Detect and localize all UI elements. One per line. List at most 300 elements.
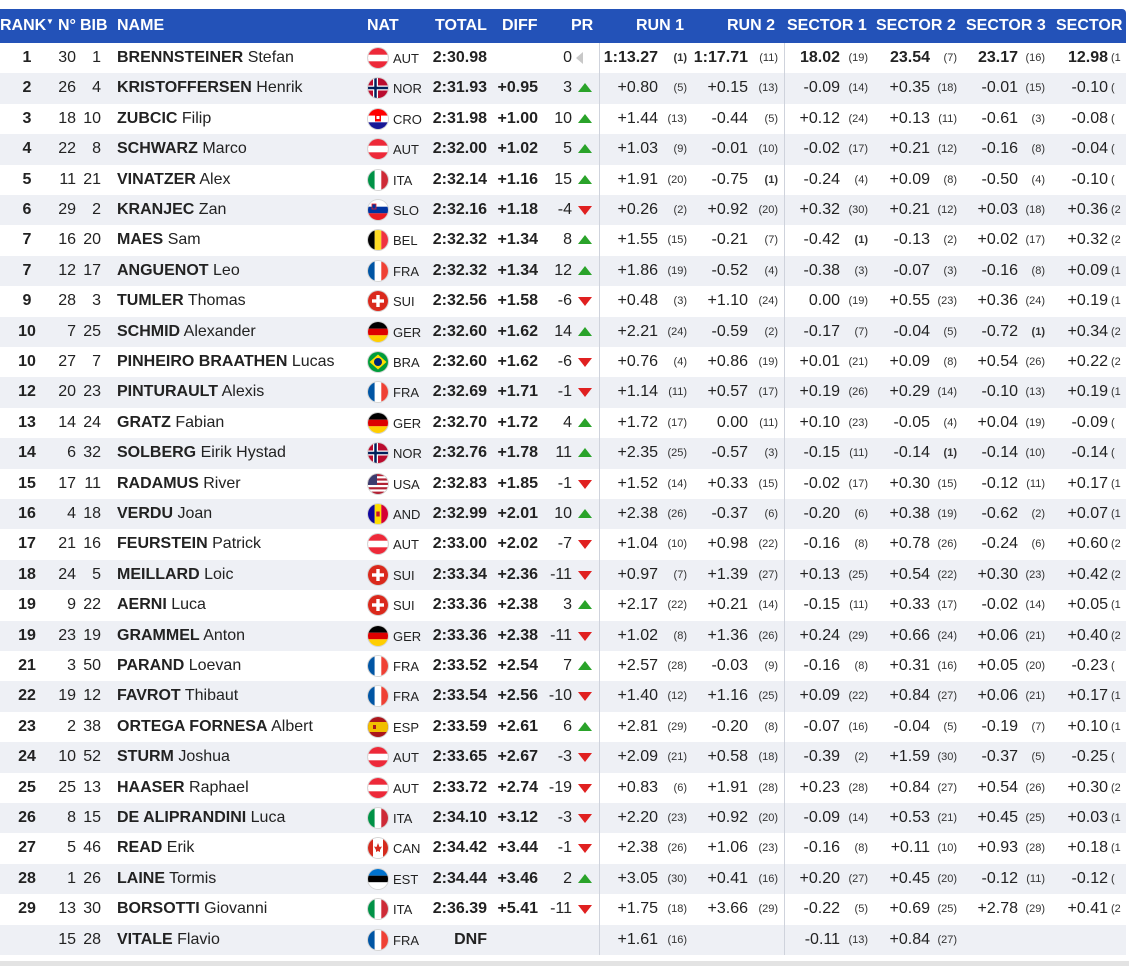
results-header <box>0 9 1126 43</box>
col-sector2-header[interactable]: SECTOR 2 <box>876 17 956 34</box>
table-row[interactable] <box>0 408 1126 438</box>
athlete-last-name: VERDU <box>117 505 174 522</box>
trend-up-icon <box>578 327 592 336</box>
athlete-name[interactable] <box>117 809 285 827</box>
diff-cell: +1.62 <box>497 353 538 370</box>
athlete-name[interactable] <box>117 687 238 705</box>
pr-cell: -1 <box>557 839 572 857</box>
total-cell: 2:32.32 <box>432 231 487 249</box>
run1-cell: +2.20 <box>617 809 658 826</box>
pr-cell: 0 <box>563 49 572 66</box>
sector2-rank: (17) <box>937 599 957 612</box>
table-row[interactable] <box>0 347 1126 377</box>
sector1-rank: (8) <box>854 538 868 551</box>
table-row[interactable] <box>0 43 1126 73</box>
rank-cell: 23 <box>18 717 36 735</box>
pr-cell: -10 <box>548 687 572 705</box>
sector1-cell: +0.10 <box>799 413 840 431</box>
total-cell: 2:34.44 <box>432 869 487 887</box>
col-pr-header[interactable]: PR <box>571 17 594 34</box>
no-cell: 3 <box>67 657 76 674</box>
sector1-rank: (4) <box>854 173 868 186</box>
sector3-cell: 23.17 <box>977 49 1018 66</box>
run2-rank: (11) <box>759 52 778 64</box>
run2-cell: +3.66 <box>707 900 748 918</box>
table-row[interactable] <box>0 377 1126 407</box>
athlete-name[interactable] <box>117 383 264 401</box>
athlete-name[interactable] <box>117 201 226 219</box>
bib-cell: 7 <box>92 353 101 370</box>
table-row[interactable] <box>0 864 1126 894</box>
run2-cell: +1.16 <box>707 687 748 705</box>
pr-cell: -7 <box>557 535 572 553</box>
sector4-cell: -0.04 <box>1071 140 1108 158</box>
nat-cell: FRA <box>393 689 419 705</box>
athlete-first-name: Loic <box>204 565 234 583</box>
athlete-name[interactable] <box>117 262 240 280</box>
sector1-rank: (19) <box>848 295 868 308</box>
flag-ger-icon <box>368 626 388 646</box>
sector3-rank: (21) <box>1025 690 1045 703</box>
athlete-name[interactable] <box>117 657 241 675</box>
flag-nor-icon <box>368 443 388 463</box>
pr-cell: 3 <box>563 79 572 97</box>
sector2-cell: +0.84 <box>889 930 930 948</box>
sector1-cell: -0.11 <box>804 930 840 948</box>
athlete-first-name: Erik <box>166 839 195 857</box>
trend-down-icon <box>578 632 592 641</box>
nat-cell: AUT <box>393 537 419 553</box>
run1-rank: (14) <box>667 477 687 490</box>
run2-rank: (5) <box>764 112 778 125</box>
sector3-rank: (21) <box>1025 629 1045 642</box>
athlete-last-name: ANGUENOT <box>117 261 209 279</box>
trend-up-icon <box>578 600 592 609</box>
athlete-last-name: STURM <box>117 748 174 766</box>
bib-cell: 5 <box>92 565 101 583</box>
diff-cell: +1.62 <box>497 322 538 340</box>
run2-rank: (11) <box>759 416 778 429</box>
diff-cell: +0.95 <box>497 79 538 97</box>
table-row[interactable] <box>0 773 1126 803</box>
sector3-cell: +0.93 <box>977 839 1018 857</box>
athlete-name[interactable] <box>117 292 246 310</box>
run2-rank: (3) <box>764 447 778 460</box>
nat-cell: FRA <box>393 385 419 401</box>
pr-cell: 2 <box>563 869 572 887</box>
nat-cell: NOR <box>393 81 422 97</box>
sector3-cell: +0.04 <box>977 413 1018 431</box>
sector1-rank: (25) <box>848 568 868 581</box>
horizontal-scrollbar[interactable] <box>0 961 1129 966</box>
sector1-rank: (13) <box>848 933 868 946</box>
athlete-name[interactable] <box>117 596 206 614</box>
sector1-rank: (27) <box>848 872 868 885</box>
sector2-cell: +1.59 <box>889 748 930 766</box>
trend-up-icon <box>578 235 592 244</box>
run1-cell: +2.21 <box>617 322 658 340</box>
athlete-name[interactable] <box>117 748 230 766</box>
flag-bel-icon <box>368 230 388 250</box>
sector1-cell: -0.16 <box>803 535 840 553</box>
total-cell: 2:34.10 <box>432 809 487 826</box>
sector1-rank: (17) <box>848 477 868 490</box>
rank-cell: 27 <box>18 839 36 857</box>
sector4-cell: -0.23 <box>1071 657 1108 674</box>
pr-cell: -11 <box>550 900 572 918</box>
sector3-cell: -0.61 <box>981 109 1018 127</box>
sector3-rank: (11) <box>1026 872 1045 885</box>
athlete-name[interactable] <box>117 870 216 888</box>
sector4-rank: ( <box>1111 751 1115 764</box>
sector4-cell: +0.17 <box>1067 474 1108 492</box>
sector3-cell: +0.03 <box>977 201 1018 218</box>
bib-cell: 26 <box>83 869 101 887</box>
flag-ger-icon <box>368 413 388 433</box>
sector2-cell: +0.33 <box>889 596 930 614</box>
rank-cell: 28 <box>18 869 36 887</box>
run2-rank: (9) <box>764 660 778 672</box>
sector4-cell: +0.22 <box>1067 353 1108 370</box>
athlete-name[interactable] <box>117 323 256 341</box>
rank-cell: 14 <box>18 444 36 462</box>
sector3-cell: -0.01 <box>981 79 1018 97</box>
flag-est-icon <box>368 869 388 889</box>
sector4-rank: (1 <box>1111 842 1121 855</box>
athlete-first-name: Flavio <box>177 930 220 948</box>
run2-cell: +0.15 <box>707 79 748 97</box>
rank-cell: 16 <box>18 505 36 522</box>
diff-cell: +2.74 <box>497 778 538 796</box>
table-row[interactable] <box>0 225 1126 255</box>
sector3-rank: (11) <box>1026 477 1045 490</box>
athlete-first-name: Zan <box>198 201 227 218</box>
table-row[interactable] <box>0 712 1126 742</box>
table-row[interactable] <box>0 165 1126 195</box>
sector1-cell: +0.24 <box>799 626 840 644</box>
rank-cell: 3 <box>22 109 32 127</box>
sector3-rank: (28) <box>1025 842 1045 855</box>
athlete-name[interactable] <box>117 414 224 432</box>
sector4-cell: -0.08 <box>1071 109 1108 127</box>
athlete-name[interactable] <box>117 171 231 189</box>
athlete-last-name: VITALE <box>117 930 173 948</box>
col-nat-header[interactable]: NAT <box>367 17 399 34</box>
nat-cell: BEL <box>393 233 418 249</box>
athlete-name[interactable] <box>117 140 247 158</box>
sector2-cell: +0.54 <box>889 565 930 583</box>
total-cell: 2:32.16 <box>432 201 487 218</box>
run2-rank: (14) <box>758 599 778 612</box>
sector1-rank: (11) <box>849 599 868 612</box>
table-row[interactable] <box>0 681 1126 711</box>
total-cell: 2:32.69 <box>432 383 487 401</box>
athlete-first-name: Sam <box>167 231 201 249</box>
table-row[interactable] <box>0 621 1126 651</box>
table-row[interactable] <box>0 803 1126 833</box>
sector4-rank: (1 <box>1111 295 1121 308</box>
sector3-rank: (2) <box>1031 508 1045 520</box>
sector2-cell: -0.13 <box>893 231 930 249</box>
athlete-name[interactable] <box>117 444 286 462</box>
col-no-header[interactable]: N° <box>58 17 76 34</box>
bib-cell: 4 <box>92 79 101 97</box>
sector1-cell: +0.13 <box>799 565 840 583</box>
sector3-rank: (17) <box>1025 234 1045 247</box>
athlete-name[interactable] <box>117 627 245 645</box>
athlete-name[interactable] <box>117 566 233 584</box>
run1-cell: +1.55 <box>617 231 658 249</box>
col-sector4-header[interactable]: SECTOR <box>1056 17 1123 34</box>
sector4-rank: (1 <box>1111 386 1121 399</box>
total-cell: 2:33.65 <box>432 748 487 766</box>
run2-rank: (16) <box>758 872 778 885</box>
sector4-rank: (1 <box>1111 264 1121 277</box>
run2-cell: +0.21 <box>707 596 748 614</box>
nat-cell: FRA <box>393 659 419 674</box>
athlete-name[interactable] <box>117 231 201 249</box>
sector4-cell: 12.98 <box>1067 49 1108 66</box>
flag-bra-icon <box>368 352 388 372</box>
run2-cell: 0.00 <box>716 413 748 431</box>
table-row[interactable] <box>0 560 1126 590</box>
sector1-rank: (3) <box>854 264 868 277</box>
athlete-first-name: Eirik Hystad <box>200 444 286 462</box>
athlete-last-name: SCHMID <box>117 322 181 340</box>
flag-fra-icon <box>368 382 388 402</box>
run1-cell: +2.35 <box>617 444 658 462</box>
table-row[interactable] <box>0 833 1126 863</box>
sector2-rank: (12) <box>937 143 957 156</box>
sector4-rank: ( <box>1111 872 1115 885</box>
sector3-cell: -0.12 <box>981 869 1018 887</box>
athlete-last-name: ZUBCIC <box>117 109 178 127</box>
run1-rank: (30) <box>667 872 687 885</box>
trend-down-icon <box>578 206 592 215</box>
sector3-rank: (8) <box>1031 264 1045 277</box>
table-row[interactable] <box>0 529 1126 559</box>
athlete-first-name: Tormis <box>169 869 217 887</box>
athlete-first-name: Thomas <box>187 292 246 310</box>
total-cell: 2:32.99 <box>432 505 487 522</box>
flag-and-icon <box>368 504 388 524</box>
pr-cell: -1 <box>557 383 572 401</box>
sector2-cell: +0.45 <box>889 869 930 887</box>
run2-cell: -0.57 <box>711 444 748 462</box>
athlete-name[interactable] <box>117 110 211 128</box>
pr-cell: 11 <box>555 444 572 462</box>
sector3-cell: +0.45 <box>977 809 1018 826</box>
sector1-cell: -0.09 <box>803 809 840 826</box>
col-sector1-header[interactable]: SECTOR 1 <box>787 17 867 34</box>
run2-rank: (24) <box>758 295 778 308</box>
athlete-first-name: Fabian <box>175 413 225 431</box>
table-row[interactable] <box>0 499 1126 529</box>
athlete-last-name: FEURSTEIN <box>117 535 208 553</box>
no-cell: 18 <box>58 109 76 127</box>
athlete-name[interactable] <box>117 505 212 523</box>
pr-cell: -6 <box>557 353 572 370</box>
sector4-cell: +0.03 <box>1067 809 1108 826</box>
sector3-rank: (24) <box>1025 295 1045 308</box>
sector2-cell: +0.29 <box>889 383 930 401</box>
sector1-cell: 0.00 <box>808 292 840 310</box>
run2-cell: +0.58 <box>707 748 748 766</box>
col-rank-header[interactable]: RANK <box>0 17 47 34</box>
total-cell: 2:30.98 <box>432 49 487 66</box>
sector1-rank: (11) <box>849 447 868 460</box>
sector3-rank: (18) <box>1025 204 1045 216</box>
sector2-rank: (30) <box>937 751 957 764</box>
trend-up-icon <box>578 722 592 731</box>
flag-sui-icon <box>368 291 388 311</box>
col-diff-header[interactable]: DIFF <box>502 17 538 34</box>
athlete-name[interactable] <box>117 535 261 553</box>
athlete-name[interactable] <box>117 718 313 736</box>
flag-can-icon <box>368 838 388 858</box>
sector4-cell: +0.30 <box>1067 778 1108 796</box>
table-row[interactable] <box>0 317 1126 347</box>
flag-aut-icon <box>368 534 388 554</box>
pr-cell: -3 <box>557 809 572 826</box>
col-total-header[interactable]: TOTAL <box>435 17 487 34</box>
run2-cell: -0.52 <box>711 261 748 279</box>
sector3-rank: (26) <box>1025 356 1045 368</box>
pr-cell: 15 <box>554 170 572 188</box>
sector2-cell: +0.21 <box>889 201 930 218</box>
sector4-cell: +0.19 <box>1067 383 1108 401</box>
athlete-last-name: ORTEGA FORNESA <box>117 717 268 735</box>
run2-rank: (23) <box>758 842 778 855</box>
no-cell: 19 <box>58 687 76 705</box>
rank-cell: 10 <box>18 353 36 370</box>
diff-cell: +1.16 <box>497 170 538 188</box>
col-run2-header[interactable]: RUN 2 <box>727 17 776 34</box>
sector3-cell: -0.02 <box>981 596 1018 614</box>
bib-cell: 25 <box>83 322 101 340</box>
sector1-cell: -0.02 <box>803 474 840 492</box>
athlete-name[interactable] <box>117 900 267 918</box>
trend-same-icon <box>576 52 583 64</box>
col-sector3-header[interactable]: SECTOR 3 <box>966 17 1046 34</box>
run2-rank: (27) <box>758 568 778 581</box>
athlete-name[interactable] <box>117 49 294 67</box>
sector2-cell: +0.09 <box>889 353 930 370</box>
sector4-rank: ( <box>1111 112 1115 125</box>
pr-cell: 6 <box>563 717 572 735</box>
rank-cell: 22 <box>18 687 36 705</box>
col-name-header[interactable]: NAME <box>117 17 165 34</box>
run2-rank: (22) <box>758 538 778 551</box>
athlete-name[interactable] <box>117 475 241 493</box>
table-row[interactable] <box>0 286 1126 316</box>
total-cell: 2:32.14 <box>432 170 487 188</box>
trend-down-icon <box>578 571 592 580</box>
athlete-name[interactable] <box>117 79 303 97</box>
sector4-cell: +0.09 <box>1067 261 1108 279</box>
athlete-name[interactable] <box>117 779 249 797</box>
sector3-cell: +0.54 <box>977 778 1018 796</box>
sector2-cell: +0.53 <box>889 809 930 826</box>
no-cell: 15 <box>58 930 76 948</box>
run2-cell: +0.92 <box>707 201 748 218</box>
bib-cell: 23 <box>83 383 101 401</box>
athlete-name[interactable] <box>117 353 335 371</box>
table-row[interactable] <box>0 256 1126 286</box>
run1-rank: (18) <box>667 903 687 916</box>
run1-rank: (26) <box>667 842 687 855</box>
sector3-rank: (4) <box>1031 173 1045 186</box>
table-row[interactable] <box>0 590 1126 620</box>
run2-rank: (20) <box>758 204 778 216</box>
pr-cell: 3 <box>563 596 572 614</box>
run2-cell: -0.20 <box>711 717 748 735</box>
table-row[interactable] <box>0 925 1126 955</box>
table-row[interactable] <box>0 438 1126 468</box>
no-cell: 7 <box>67 322 76 340</box>
sector3-rank: (29) <box>1025 903 1045 916</box>
sector2-cell: +0.09 <box>889 170 930 188</box>
athlete-name[interactable] <box>117 931 220 949</box>
rank-cell: 18 <box>18 565 36 583</box>
sector4-cell: +0.42 <box>1067 565 1108 583</box>
sector2-rank: (20) <box>937 872 957 885</box>
rank-cell: 29 <box>18 900 36 918</box>
run2-cell: +1.91 <box>707 778 748 796</box>
sector4-cell: -0.10 <box>1071 170 1108 188</box>
sector1-cell: -0.09 <box>803 79 840 97</box>
table-row[interactable] <box>0 651 1126 681</box>
athlete-name[interactable] <box>117 839 194 857</box>
run1-rank: (11) <box>668 386 687 399</box>
col-bib-header[interactable]: BIB <box>80 17 108 34</box>
pr-cell: -4 <box>557 201 572 218</box>
sector4-cell: +0.18 <box>1067 839 1108 857</box>
run1-rank: (28) <box>667 660 687 672</box>
run1-rank: (3) <box>673 295 687 308</box>
table-row[interactable] <box>0 134 1126 164</box>
run1-rank: (6) <box>673 781 687 794</box>
table-row[interactable] <box>0 894 1126 924</box>
no-cell: 21 <box>58 535 76 553</box>
sector2-rank: (11) <box>938 112 957 125</box>
table-row[interactable] <box>0 104 1126 134</box>
sector2-cell: +0.84 <box>889 778 930 796</box>
run1-cell: +1.61 <box>617 930 658 948</box>
no-cell: 14 <box>58 413 76 431</box>
sector3-cell: -0.12 <box>981 474 1018 492</box>
sector3-cell: -0.19 <box>981 717 1018 735</box>
run1-cell: +0.97 <box>617 565 658 583</box>
run1-cell: +2.09 <box>617 748 658 766</box>
table-row[interactable] <box>0 195 1126 225</box>
table-row[interactable] <box>0 469 1126 499</box>
col-run1-header[interactable]: RUN 1 <box>636 17 685 34</box>
sort-desc-icon[interactable]: ▼ <box>46 17 54 26</box>
trend-down-icon <box>578 692 592 701</box>
athlete-last-name: SCHWARZ <box>117 140 198 158</box>
sector4-cell: +0.17 <box>1067 687 1108 705</box>
flag-ger-icon <box>368 322 388 342</box>
table-row[interactable] <box>0 73 1126 103</box>
sector1-cell: -0.42 <box>803 231 840 249</box>
sector4-rank: ( <box>1111 143 1115 156</box>
diff-cell: +1.34 <box>497 261 538 279</box>
sector3-rank: (23) <box>1025 568 1045 581</box>
sector2-rank: (24) <box>937 629 957 642</box>
nat-cell: EST <box>393 871 419 887</box>
table-row[interactable] <box>0 742 1126 772</box>
